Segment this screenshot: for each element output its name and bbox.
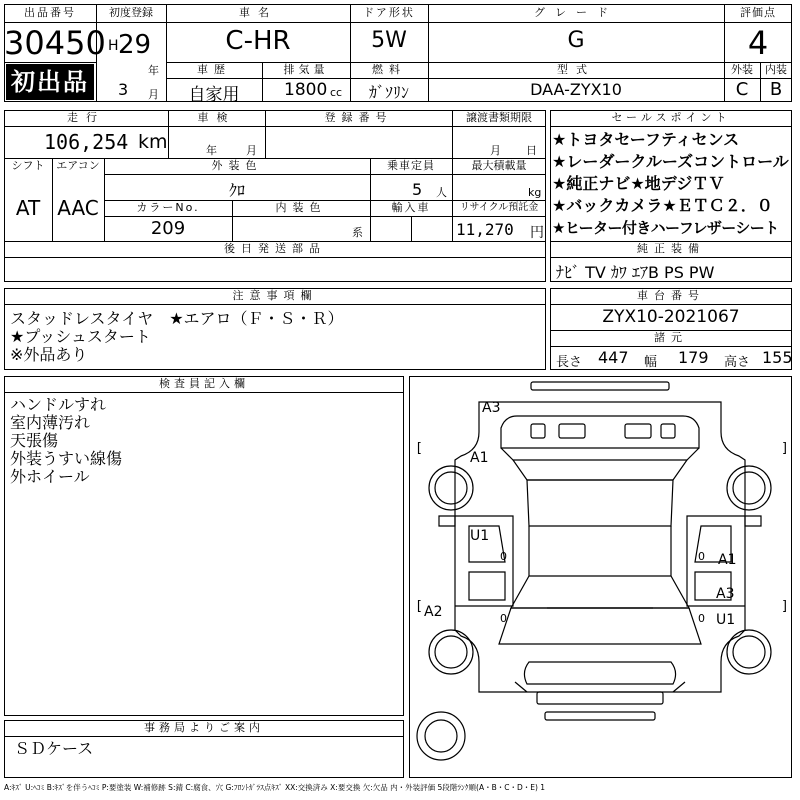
grade-label: グレード (534, 6, 618, 19)
first-reg-label: 初度登録 (109, 6, 153, 19)
inspection-year-unit: 年 (206, 144, 217, 157)
score: 4 (747, 24, 769, 62)
damage-mark-u1-right: U1 (716, 612, 736, 628)
damage-mark-u1-left: U1 (470, 528, 490, 544)
damage-mark-a1-right: A1 (718, 552, 737, 568)
office-text: ＳＤケース (14, 739, 94, 758)
door-label: ドア形状 (363, 6, 415, 19)
transfer-day-unit: 日 (526, 144, 537, 157)
capacity-unit: 人 (436, 186, 447, 199)
svg-text:[: [ (415, 441, 423, 456)
grade: G (567, 28, 585, 53)
mileage: 106,254 (44, 130, 129, 154)
capacity: 5 (412, 180, 423, 199)
dims-label: 諸元 (654, 331, 688, 344)
mileage-unit: km (138, 131, 168, 153)
equipment-text: ﾅﾋﾞ TV ｶﾜ ｴｱB PS PW (556, 263, 715, 282)
transfer-month-unit: 月 (490, 144, 501, 157)
reg-year: 29 (118, 30, 152, 60)
damage-zero-right: 0 (698, 612, 705, 625)
chassis-label: 車台番号 (637, 289, 705, 302)
damage-mark-a3-top: A3 (482, 400, 501, 416)
sales-point-item: ★トヨタセーフティセンス (552, 130, 740, 149)
shift: AT (15, 196, 41, 220)
fuel: ｶﾞｿﾘﾝ (368, 83, 409, 102)
ac: AAC (57, 196, 99, 220)
inspection-label: 車検 (197, 111, 236, 124)
damage-zero-left: 0 (500, 612, 507, 625)
recycle-unit: 円 (530, 225, 544, 241)
caution-line: ※外品あり (10, 345, 88, 364)
inspector-line: 外ホイール (10, 467, 90, 486)
door-type: 5W (371, 28, 407, 53)
caution-line: ★プッシュスタート (10, 327, 151, 346)
car-name: C-HR (225, 26, 291, 56)
exterior-label: 外装 (731, 63, 753, 76)
history-label: 車歴 (197, 63, 231, 76)
model-label: 型式 (557, 63, 595, 76)
color-no: 209 (150, 218, 186, 239)
color-no-label: カラーNo. (136, 201, 200, 214)
later-parts-label: 後日発送部品 (224, 242, 326, 255)
height-label: 高さ (724, 355, 751, 370)
caution-lines (10, 310, 344, 364)
inspector-line: 室内薄汚れ (10, 413, 91, 432)
sales-point-item: ★純正ナビ★地デジＴＶ (552, 174, 725, 193)
year-unit: 年 (148, 64, 159, 77)
era: H (108, 38, 119, 54)
width: 179 (678, 348, 709, 367)
first-listing-badge: 初出品 (6, 64, 94, 100)
interior-score: B (769, 79, 783, 100)
damage-zero-right: 0 (698, 550, 705, 563)
damage-mark-a2-left: A2 (424, 604, 443, 620)
lot-number-label: 出品番号 (24, 6, 76, 19)
inspector-lines (10, 396, 122, 486)
exterior-score: C (735, 79, 749, 100)
caution-label: 注意事項欄 (232, 289, 318, 302)
height: 155 (762, 348, 793, 367)
exterior-color: ｸﾛ (228, 181, 245, 200)
lot-number: 30450 (4, 24, 106, 62)
sales-points-list (552, 129, 790, 239)
sales-point-item: ★ヒーター付きハーフレザーシート (552, 219, 779, 237)
equipment-label: 純正装備 (637, 242, 705, 255)
inspector-line: ハンドルすれ (10, 395, 107, 414)
sales-point-item: ★レーダークルーズコントロール (552, 152, 789, 171)
reg-month: 3 (118, 80, 129, 99)
inspector-line: 天張傷 (10, 431, 59, 450)
length: 447 (598, 348, 629, 367)
sales-point-item: ★バックカメラ★ＥＴＣ２．０ (552, 196, 773, 215)
history: 自家用 (188, 85, 240, 105)
score-label: 評価点 (740, 6, 776, 19)
office-label: 事務局よりご案内 (144, 721, 264, 734)
width-label: 幅 (644, 355, 658, 370)
damage-mark-a3-right: A3 (716, 586, 735, 602)
max-load-unit: kg (528, 186, 542, 199)
interior-color-label: 内装色 (275, 201, 327, 214)
svg-text:]: ] (781, 441, 789, 456)
import-label: 輸入車 (391, 201, 431, 214)
shift-label: シフト (11, 159, 45, 172)
fuel-label: 燃料 (372, 63, 406, 76)
displacement: 1800 (284, 80, 328, 100)
displacement-label: 排気量 (283, 63, 329, 76)
length-label: 長さ (556, 355, 583, 370)
interior-color-suffix: 系 (352, 226, 363, 239)
reg-number-label: 登録番号 (324, 111, 393, 124)
svg-text:]: ] (781, 599, 789, 614)
legend-text: A:ｷｽﾞ U:ﾍｺﾐ B:ｷｽﾞを伴うﾍｺﾐ P:要塗装 W:補修跡 S:錆 C:腐食、穴 G:ﾌﾛﾝﾄｶﾞﾗｽ点ｷｽﾞ XX:交換済み X:要交換 欠:欠品 内・外装評価 5段階ﾗﾝｸ順(A・B・C・D・E) 1 (4, 783, 546, 792)
sales-points-label: セールスポイント (611, 111, 731, 124)
recycle-label: リサイクル預託金 (459, 202, 539, 213)
car-diagram (409, 376, 792, 778)
mileage-label: 走行 (67, 111, 105, 124)
damage-mark-a1-left: A1 (470, 450, 489, 466)
recycle-amount: 11,270 (456, 220, 514, 239)
chassis-number: ZYX10-2021067 (602, 307, 740, 327)
svg-text:[: [ (415, 599, 423, 614)
caution-line: スタッドレスタイヤ ★エアロ（Ｆ・Ｓ・Ｒ） (10, 309, 344, 328)
max-load-label: 最大積載量 (471, 159, 527, 172)
transfer-label: 譲渡書類期限 (466, 111, 532, 124)
damage-zero-left: 0 (500, 550, 507, 563)
ac-label: エアコン (56, 159, 100, 172)
interior-label: 内装 (765, 63, 787, 76)
month-unit: 月 (148, 88, 159, 101)
model: DAA-ZYX10 (530, 80, 622, 99)
displacement-unit: cc (330, 86, 343, 99)
capacity-label: 乗車定員 (387, 159, 435, 172)
inspector-line: 外装うすい線傷 (10, 449, 123, 468)
exterior-color-label: 外装色 (211, 159, 263, 172)
car-name-label: 車名 (239, 6, 277, 19)
inspector-label: 検査員記入欄 (159, 377, 249, 390)
inspection-month-unit: 月 (246, 144, 257, 157)
